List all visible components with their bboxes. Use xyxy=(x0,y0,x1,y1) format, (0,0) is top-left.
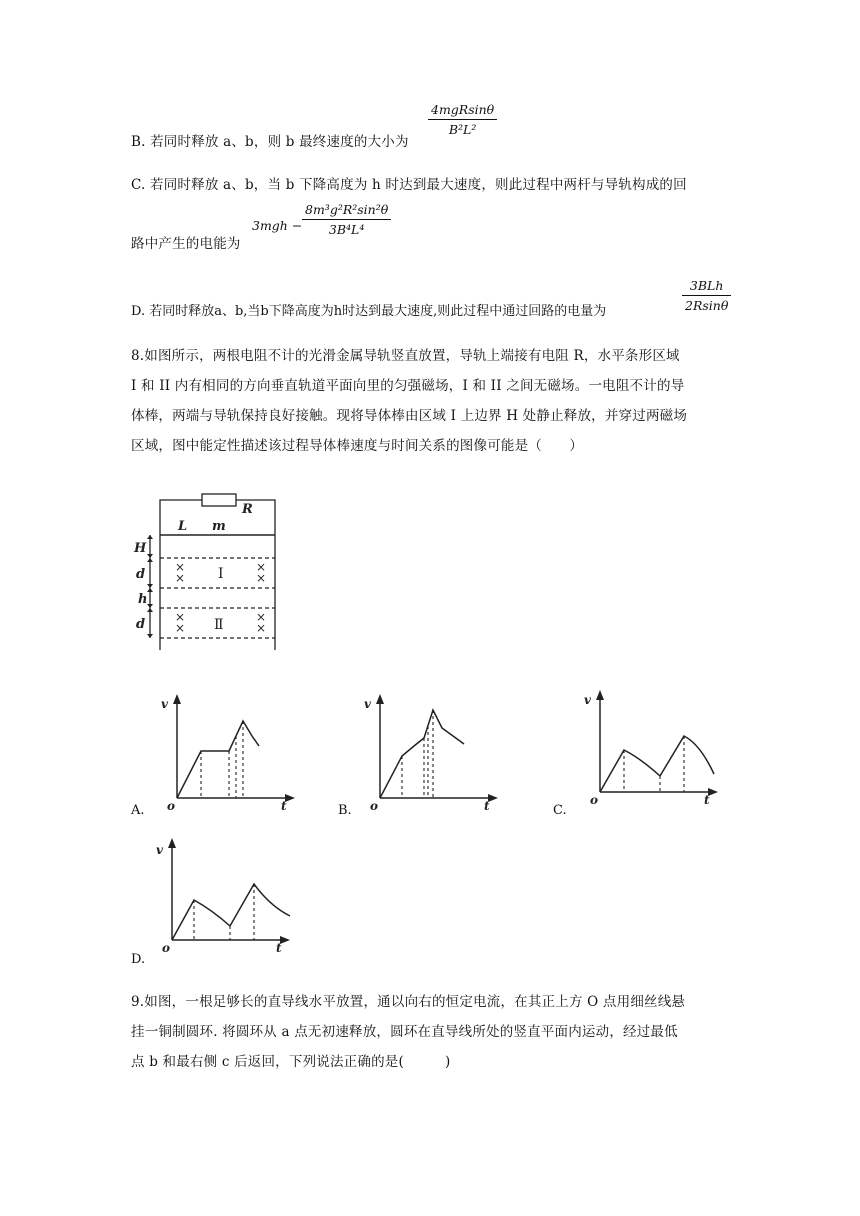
axis-t-label: t xyxy=(704,793,710,807)
label-h-upper: H xyxy=(134,541,147,556)
option-a-label: A. xyxy=(131,803,145,818)
label-m: m xyxy=(212,519,226,534)
label-h-gap: h xyxy=(138,592,148,607)
field-cross: × xyxy=(175,571,186,585)
q8-line-4: 区域，图中能定性描述该过程导体棒速度与时间关系的图像可能是（ ） xyxy=(131,438,584,454)
q7-option-c-expr-lead: 3mgh − xyxy=(252,218,303,233)
origin-label: o xyxy=(167,799,176,810)
q8-line-1: 8.如图所示，两根电阻不计的光滑金属导轨竖直放置，导轨上端接有电阻 R，水平条形区域 xyxy=(131,348,680,364)
graph-d xyxy=(150,836,300,956)
label-d-2: d xyxy=(136,617,146,632)
q9-line-1: 9.如图，一根足够长的直导线水平放置，通以向右的恒定电流，在其正上方 O 点用细丝线悬 xyxy=(131,994,686,1010)
region-ii-label: Ⅱ xyxy=(214,617,224,633)
fraction-numerator: 4mgRsinθ xyxy=(428,102,497,120)
label-l: L xyxy=(178,519,188,534)
fraction-numerator: 3BLh xyxy=(682,278,731,296)
axis-v-label: v xyxy=(156,843,163,857)
graph-c xyxy=(580,688,720,808)
fraction-numerator: 8m³g²R²sin²θ xyxy=(302,202,391,220)
field-cross: × xyxy=(175,610,186,624)
q8-line-2: I 和 II 内有相同的方向垂直轨道平面向里的匀强磁场，I 和 II 之间无磁场。一电阻不计的导 xyxy=(131,378,685,394)
axis-t-label: t xyxy=(276,941,282,955)
label-r: R xyxy=(242,502,253,517)
q8-line-3: 体棒，两端与导轨保持良好接触。现将导体棒由区域 I 上边界 H 处静止释放，并穿过两磁场 xyxy=(131,408,688,424)
region-i-label: I xyxy=(218,566,224,582)
option-b-label: B. xyxy=(338,803,352,818)
origin-label: o xyxy=(162,941,171,955)
axis-v-label: v xyxy=(584,693,591,707)
field-cross: × xyxy=(256,621,267,635)
origin-label: o xyxy=(370,799,379,810)
origin-label: o xyxy=(590,793,599,807)
axis-t-label: t xyxy=(484,799,490,810)
field-cross: × xyxy=(256,571,267,585)
option-c-label: C. xyxy=(553,803,567,818)
q7-option-c-line2: 路中产生的电能为 xyxy=(131,236,241,252)
label-d-1: d xyxy=(136,567,146,582)
q7-option-c-line1: C. 若同时释放 a、b，当 b 下降高度为 h 时达到最大速度，则此过程中两杆与导轨构成的回 xyxy=(131,177,687,193)
q7-option-b: B. 若同时释放 a、b，则 b 最终速度的大小为 xyxy=(131,134,409,150)
graph-b xyxy=(358,690,498,810)
q7-option-d: D. 若同时释放a、b,当b下降高度为h时达到最大速度,则此过程中通过回路的电量为 xyxy=(131,304,607,319)
fraction-denominator: 3B⁴L⁴ xyxy=(328,222,365,237)
field-cross: × xyxy=(256,610,267,624)
axis-t-label: t xyxy=(281,799,287,810)
field-cross: × xyxy=(175,560,186,574)
fraction-denominator: 2Rsinθ xyxy=(685,298,729,313)
q7-option-b-fraction xyxy=(428,102,497,137)
q7-option-c-fraction xyxy=(302,202,391,237)
q9-line-2: 挂一铜制圆环. 将圆环从 a 点无初速释放，圆环在直导线所处的竖直平面内运动，经过最低 xyxy=(131,1024,678,1040)
fraction-denominator: B²L² xyxy=(448,122,477,137)
q8-rail-figure xyxy=(130,490,290,660)
q9-line-3: 点 b 和最右侧 c 后返回，下列说法正确的是( ) xyxy=(131,1054,451,1070)
axis-v-label: v xyxy=(161,697,168,711)
graph-a xyxy=(155,690,295,810)
field-cross: × xyxy=(175,621,186,635)
field-cross: × xyxy=(256,560,267,574)
q7-option-d-fraction xyxy=(682,278,731,313)
option-d-label: D. xyxy=(131,952,146,967)
axis-v-label: v xyxy=(364,697,371,711)
